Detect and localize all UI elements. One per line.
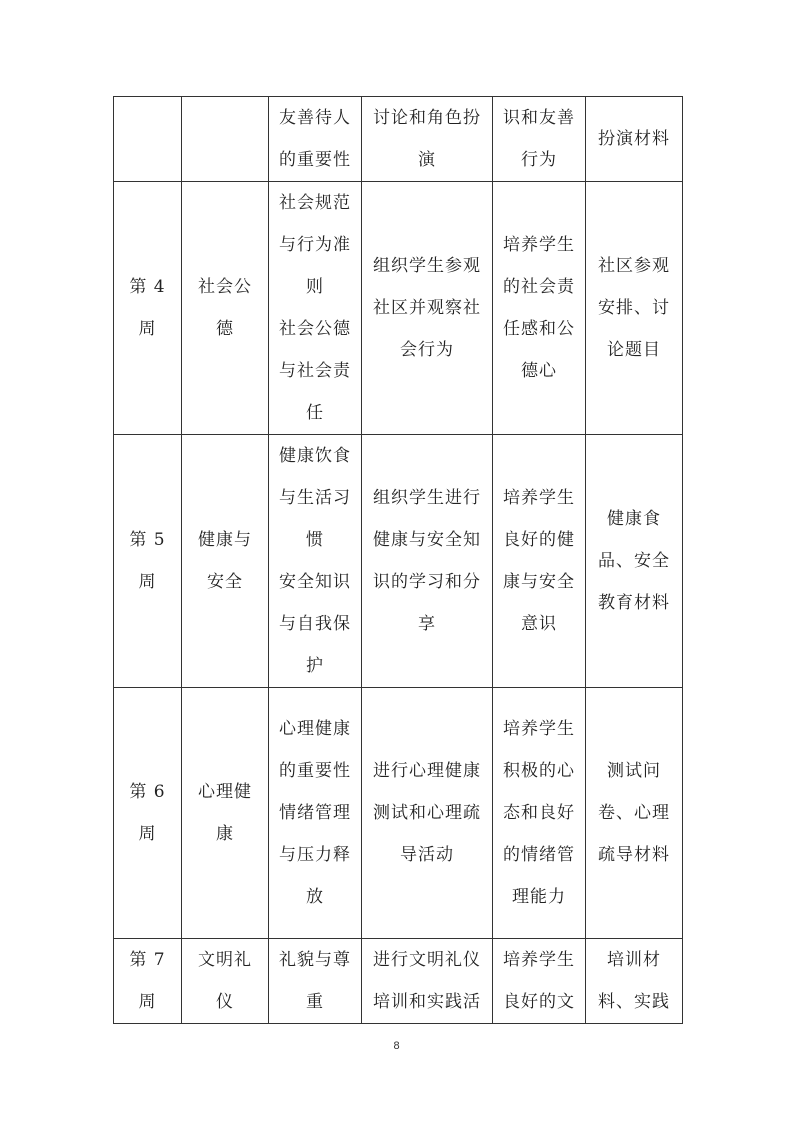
- activity-cell: 进行文明礼仪 培训和实践活: [362, 939, 493, 1024]
- materials-cell: 培训材 料、实践: [586, 939, 683, 1024]
- week-cell: [114, 97, 182, 182]
- materials-cell: 测试问 卷、心理 疏导材料: [586, 688, 683, 939]
- week-cell: 第 6 周: [114, 688, 182, 939]
- activity-cell: 讨论和角色扮 演: [362, 97, 493, 182]
- activity-cell: 进行心理健康 测试和心理疏 导活动: [362, 688, 493, 939]
- table-row: [114, 182, 683, 435]
- content-cell: 社会规范 与行为准 则 社会公德 与社会责 任: [269, 182, 362, 435]
- page-number: 8: [393, 1040, 400, 1052]
- content-cell: 健康饮食 与生活习 惯 安全知识 与自我保 护: [269, 435, 362, 688]
- materials-cell: 社区参观 安排、讨 论题目: [586, 182, 683, 435]
- materials-cell: 扮演材料: [586, 97, 683, 182]
- table-row: [114, 939, 683, 1024]
- activity-cell: 组织学生进行 健康与安全知 识的学习和分 享: [362, 435, 493, 688]
- content-cell: 礼貌与尊 重: [269, 939, 362, 1024]
- content-cell: 心理健康 的重要性 情绪管理 与压力释 放: [269, 688, 362, 939]
- theme-cell: [182, 97, 269, 182]
- goal-cell: 培养学生 良好的文: [493, 939, 586, 1024]
- table-row: [114, 435, 683, 688]
- week-cell: 第 7 周: [114, 939, 182, 1024]
- curriculum-table: [113, 96, 683, 1024]
- goal-cell: 培养学生 积极的心 态和良好 的情绪管 理能力: [493, 688, 586, 939]
- theme-cell: 健康与 安全: [182, 435, 269, 688]
- table-row: [114, 688, 683, 939]
- week-cell: 第 4 周: [114, 182, 182, 435]
- theme-cell: 文明礼 仪: [182, 939, 269, 1024]
- materials-cell: 健康食 品、安全 教育材料: [586, 435, 683, 688]
- content-cell: 友善待人 的重要性: [269, 97, 362, 182]
- goal-cell: 培养学生 的社会责 任感和公 德心: [493, 182, 586, 435]
- activity-cell: 组织学生参观 社区并观察社 会行为: [362, 182, 493, 435]
- theme-cell: 社会公 德: [182, 182, 269, 435]
- week-cell: 第 5 周: [114, 435, 182, 688]
- goal-cell: 培养学生 良好的健 康与安全 意识: [493, 435, 586, 688]
- theme-cell: 心理健 康: [182, 688, 269, 939]
- goal-cell: 识和友善 行为: [493, 97, 586, 182]
- table-row: [114, 97, 683, 182]
